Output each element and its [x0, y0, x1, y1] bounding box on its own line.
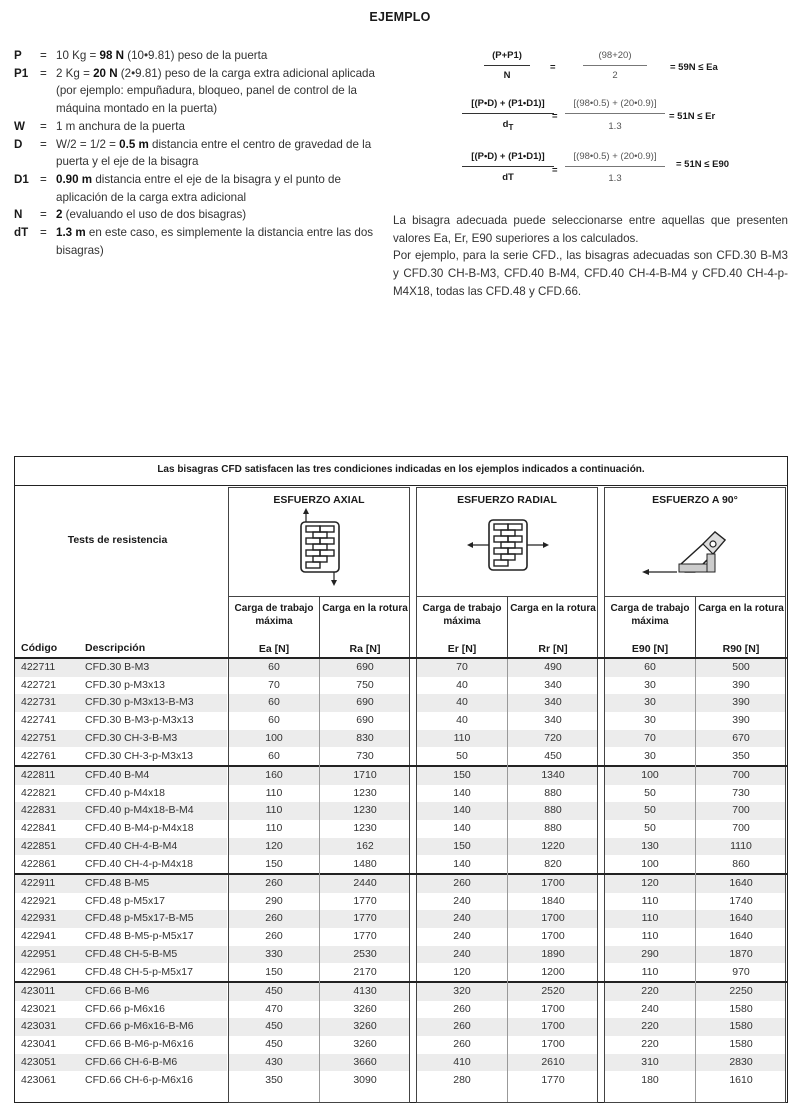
- value-cell: 700: [732, 769, 750, 781]
- column-header: R90 [N]: [722, 643, 760, 655]
- value-cell: 390: [732, 696, 750, 709]
- value-cell: 30: [644, 714, 656, 727]
- definition-equals: =: [40, 172, 47, 186]
- value-cell: 1890: [541, 947, 565, 960]
- value-cell: 60: [644, 661, 656, 673]
- value-cell: 4130: [353, 985, 377, 997]
- value-cell: 1770: [541, 1073, 565, 1086]
- value-cell: 1230: [353, 822, 377, 835]
- value-cell: 450: [265, 1020, 283, 1033]
- code-cell: 422911: [21, 877, 56, 889]
- definition-text: [56, 136, 384, 171]
- value-cell: 350: [732, 749, 750, 762]
- code-cell: 422811: [21, 769, 56, 781]
- code-cell: 422961: [21, 965, 57, 978]
- value-cell: 240: [453, 912, 471, 925]
- definition-equals: =: [40, 66, 47, 80]
- definition-symbol: N: [14, 208, 23, 222]
- definition-text: [56, 118, 384, 136]
- value-cell: 240: [453, 930, 471, 943]
- formula-1-result: = 59N ≤ Ea: [670, 62, 718, 73]
- divider: [695, 659, 696, 1102]
- code-cell: 422851: [21, 839, 57, 852]
- value-cell: 140: [453, 822, 471, 835]
- value-cell: 690: [356, 661, 374, 673]
- description-cell: CFD.48 B-M5: [85, 877, 150, 889]
- value-cell: 3260: [353, 1020, 377, 1033]
- code-cell: 423061: [21, 1073, 57, 1086]
- value-cell: 70: [268, 678, 280, 691]
- fraction-bar: [462, 166, 554, 167]
- description-cell: CFD.30 CH-3-B-M3: [85, 731, 178, 744]
- value-cell: 120: [641, 877, 659, 889]
- description-cell: CFD.40 p-M4x18-B-M4: [85, 804, 194, 817]
- value-cell: 410: [453, 1055, 471, 1068]
- value-cell: 1770: [353, 930, 377, 943]
- value-cell: 2440: [353, 877, 377, 889]
- formula-1-denominator: N: [503, 70, 511, 81]
- definition-row: [14, 65, 384, 118]
- value-cell: 470: [265, 1002, 283, 1015]
- code-cell: 422841: [21, 822, 57, 835]
- definition-row: [14, 136, 384, 171]
- value-cell: 1640: [729, 930, 753, 943]
- value-cell: 1220: [541, 839, 565, 852]
- definition-text: [56, 47, 384, 65]
- value-cell: 880: [544, 786, 562, 799]
- code-cell: 423041: [21, 1038, 57, 1051]
- value-cell: 1700: [541, 1002, 565, 1015]
- value-cell: 3660: [353, 1055, 377, 1068]
- formula-3-denominator: dT: [502, 172, 514, 183]
- formula-1-value-denominator: 2: [612, 70, 618, 81]
- definition-text: [56, 65, 384, 118]
- value-cell: 1580: [729, 1038, 753, 1051]
- value-cell: 860: [732, 857, 750, 870]
- code-cell: 422861: [21, 857, 57, 870]
- formula-2-value-numerator: [(98•0.5) + (20•0.9)]: [573, 98, 657, 109]
- definition-symbol: dT: [14, 226, 29, 240]
- description-cell: CFD.48 CH-5-B-M5: [85, 947, 178, 960]
- value-cell: 110: [453, 731, 471, 744]
- value-cell: 750: [356, 678, 374, 691]
- definition-value: 0.90 m: [56, 172, 93, 186]
- subheader-working-load: Carga de trabajo máxima: [610, 603, 690, 627]
- value-cell: 50: [644, 822, 656, 835]
- value-cell: 1230: [353, 804, 377, 817]
- value-cell: 140: [453, 786, 471, 799]
- value-cell: 260: [265, 912, 283, 925]
- tests-label: Tests de resistencia: [67, 534, 168, 546]
- description-cell: CFD.66 CH-6-p-M6x16: [85, 1073, 193, 1086]
- formula-2-result: = 51N ≤ Er: [669, 111, 716, 122]
- definition-text: [56, 171, 384, 206]
- code-cell: 422931: [21, 912, 57, 925]
- value-cell: 690: [356, 714, 374, 727]
- definition-value: 20 N: [93, 66, 118, 80]
- formula-3-result: = 51N ≤ E90: [676, 159, 730, 170]
- value-cell: 340: [544, 714, 562, 727]
- value-cell: 30: [644, 749, 656, 762]
- value-cell: 1700: [541, 877, 565, 889]
- value-cell: 310: [641, 1055, 659, 1068]
- value-cell: 150: [265, 965, 283, 978]
- description-header: Descripción: [85, 642, 146, 654]
- value-cell: 110: [641, 912, 659, 925]
- description-cell: CFD.40 B-M4: [85, 769, 150, 781]
- definition-equals: =: [40, 226, 47, 240]
- description-cell: CFD.30 B-M3: [85, 661, 150, 673]
- formula-2-denominator: $d_T$: [502, 119, 514, 132]
- value-cell: 1110: [730, 839, 752, 852]
- definition-text: [56, 206, 384, 224]
- value-cell: 30: [644, 696, 656, 709]
- value-cell: 1740: [729, 894, 753, 907]
- definition-row: [14, 118, 384, 136]
- description-cell: CFD.40 p-M4x18: [85, 786, 165, 799]
- value-cell: 260: [453, 877, 471, 889]
- value-cell: 260: [453, 1038, 471, 1051]
- formula-1-value-numerator: (98+20): [598, 50, 632, 61]
- value-cell: 180: [641, 1073, 659, 1086]
- value-cell: 280: [453, 1073, 471, 1086]
- definition-text-part: distancia entre el eje de la bisagra y el punto de aplicación de la carga extra adicional: [56, 172, 341, 204]
- value-cell: 500: [732, 661, 750, 673]
- value-cell: 260: [265, 877, 283, 889]
- code-cell: 422721: [21, 678, 57, 691]
- value-cell: 100: [265, 731, 283, 744]
- value-cell: 110: [641, 894, 659, 907]
- value-cell: 450: [265, 1038, 283, 1051]
- value-cell: 3260: [353, 1038, 377, 1051]
- definition-text-part: distancia entre el centro de gravedad de la puerta y el eje de la bisagra: [56, 137, 372, 169]
- code-cell: 423051: [21, 1055, 57, 1068]
- value-cell: 690: [356, 696, 374, 709]
- value-cell: 260: [453, 1002, 471, 1015]
- group-header: ESFUERZO RADIAL: [457, 494, 557, 506]
- value-cell: 880: [544, 804, 562, 817]
- value-cell: 2250: [729, 985, 753, 997]
- code-cell: 423021: [21, 1002, 57, 1015]
- definition-row: [14, 224, 384, 259]
- definition-value: 1.3 m: [56, 226, 86, 240]
- formula-1-numerator: (P+P1): [492, 50, 522, 61]
- code-cell: 422751: [21, 731, 57, 744]
- value-cell: 1640: [729, 912, 753, 925]
- group-header: ESFUERZO A 90°: [652, 494, 738, 506]
- value-cell: 320: [453, 985, 471, 997]
- value-cell: 70: [456, 661, 468, 673]
- subheader-breaking-load: Carga en la rotura: [698, 603, 784, 614]
- explanation-paragraph: [393, 212, 788, 301]
- value-cell: 700: [732, 822, 750, 835]
- formula-3-value-numerator: [(98•0.5) + (20•0.9)]: [573, 151, 657, 162]
- definition-text-part: 10 Kg =: [56, 49, 100, 62]
- value-cell: 1700: [541, 930, 565, 943]
- formula-3-numerator: [(P•D) + (P1•D1)]: [471, 151, 545, 162]
- value-cell: 162: [356, 839, 374, 852]
- value-cell: 2170: [353, 965, 377, 978]
- column-header: E90 [N]: [631, 643, 669, 655]
- definition-text-part: (10•9.81) peso de la puerta: [124, 49, 268, 62]
- code-cell: 423011: [21, 985, 56, 997]
- paragraph-line: La bisagra adecuada puede seleccionarse entre aquellas que presenten valores Ea, Er, E90 superiores a los calculados.: [393, 214, 788, 245]
- column-header: Rr [N]: [538, 643, 568, 655]
- fraction-bar: [583, 65, 647, 66]
- code-cell: 422711: [21, 661, 56, 673]
- value-cell: 830: [356, 731, 374, 744]
- definition-symbol: W: [14, 119, 25, 133]
- value-cell: 820: [544, 857, 562, 870]
- value-cell: 110: [265, 786, 283, 799]
- value-cell: 390: [732, 714, 750, 727]
- subheader-breaking-load: Carga en la rotura: [510, 603, 596, 614]
- code-cell: 422761: [21, 749, 57, 762]
- value-cell: 2610: [541, 1055, 565, 1068]
- definition-row: [14, 206, 384, 224]
- paragraph-line: Por ejemplo, para la serie CFD., las bisagras adecuadas son CFD.30 B-M3 y CFD.30 CH-B-M3, CFD.40 B-M4, CFD.40 CH-4-B-M4 y CFD.40 CH-4-p-M4X18, todas las CFD.48 y CFD.66.: [393, 249, 788, 298]
- value-cell: 110: [265, 822, 283, 835]
- definition-text-part: (evaluando el uso de dos bisagras): [62, 208, 247, 222]
- value-cell: 130: [641, 839, 659, 852]
- formula-1-equals: =: [550, 62, 556, 73]
- value-cell: 880: [544, 822, 562, 835]
- value-cell: 60: [268, 661, 280, 673]
- value-cell: 50: [456, 749, 468, 762]
- value-cell: 160: [265, 769, 283, 781]
- formula-3-equals: =: [552, 165, 558, 176]
- value-cell: 50: [644, 786, 656, 799]
- value-cell: 330: [265, 947, 283, 960]
- value-cell: 60: [268, 696, 280, 709]
- definition-row: [14, 171, 384, 206]
- description-cell: CFD.40 B-M4-p-M4x18: [85, 822, 194, 835]
- page-title: EJEMPLO: [369, 10, 431, 24]
- description-cell: CFD.48 p-M5x17: [85, 894, 165, 907]
- value-cell: 490: [544, 661, 562, 673]
- value-cell: 220: [641, 1020, 659, 1033]
- value-cell: 1580: [729, 1002, 753, 1015]
- value-cell: 60: [268, 749, 280, 762]
- value-cell: 1870: [729, 947, 753, 960]
- value-cell: 2530: [353, 947, 377, 960]
- description-cell: CFD.66 p-M6x16-B-M6: [85, 1020, 194, 1033]
- definition-text-part: 1 m anchura de la puerta: [56, 119, 185, 133]
- code-cell: 422921: [21, 894, 57, 907]
- table-banner: Las bisagras CFD satisfacen las tres condiciones indicadas en los ejemplos indicados a continuación.: [15, 457, 787, 486]
- value-cell: 430: [265, 1055, 283, 1068]
- value-cell: 110: [641, 965, 659, 978]
- definition-equals: =: [40, 208, 47, 222]
- divider: [507, 659, 508, 1102]
- table-body: [15, 457, 787, 1102]
- value-cell: 40: [456, 696, 468, 709]
- value-cell: 100: [641, 857, 659, 870]
- definition-text-part: 2 Kg =: [56, 66, 94, 80]
- column-header: Er [N]: [447, 643, 477, 655]
- value-cell: 450: [265, 985, 283, 997]
- definition-value: 98 N: [99, 49, 125, 62]
- value-cell: 1770: [353, 912, 377, 925]
- description-cell: CFD.48 B-M5-p-M5x17: [85, 930, 194, 943]
- code-cell: 422741: [21, 714, 57, 727]
- definition-equals: =: [40, 49, 47, 62]
- value-cell: 140: [453, 857, 471, 870]
- code-cell: 422951: [21, 947, 57, 960]
- value-cell: 670: [732, 731, 750, 744]
- value-cell: 260: [453, 1020, 471, 1033]
- value-cell: 350: [265, 1073, 283, 1086]
- value-cell: 240: [641, 1002, 659, 1015]
- value-cell: 220: [641, 1038, 659, 1051]
- definition-symbol: P: [14, 49, 22, 62]
- value-cell: 110: [265, 804, 283, 817]
- value-cell: 290: [641, 947, 659, 960]
- definition-symbol: D: [14, 137, 23, 151]
- value-cell: 1580: [729, 1020, 753, 1033]
- value-cell: 50: [644, 804, 656, 817]
- value-cell: 340: [544, 696, 562, 709]
- value-cell: 1200: [541, 965, 565, 978]
- value-cell: 2830: [729, 1055, 753, 1068]
- value-cell: 1700: [541, 1020, 565, 1033]
- definition-row: [14, 47, 384, 65]
- column-header: Ea [N]: [258, 643, 290, 655]
- description-cell: CFD.30 p-M3x13: [85, 678, 165, 691]
- code-cell: 422821: [21, 786, 57, 799]
- value-cell: 970: [732, 965, 750, 978]
- formula-3-value-denominator: 1.3: [608, 173, 622, 184]
- definition-equals: =: [40, 137, 47, 151]
- subheader-working-load: Carga de trabajo máxima: [234, 603, 314, 627]
- value-cell: 2520: [541, 985, 565, 997]
- fraction-bar: [565, 166, 665, 167]
- variable-definitions: [14, 47, 384, 259]
- value-cell: 720: [544, 731, 562, 744]
- description-cell: CFD.66 B-M6-p-M6x16: [85, 1038, 194, 1051]
- fraction-bar: [565, 113, 665, 114]
- formula-2-numerator: [(P•D) + (P1•D1)]: [471, 98, 545, 109]
- value-cell: 1230: [353, 786, 377, 799]
- description-cell: CFD.30 CH-3-p-M3x13: [85, 749, 193, 762]
- definition-text: [56, 224, 384, 259]
- value-cell: 340: [544, 678, 562, 691]
- fraction-bar: [462, 113, 554, 114]
- description-cell: CFD.48 p-M5x17-B-M5: [85, 912, 194, 925]
- value-cell: 100: [641, 769, 659, 781]
- definition-value: 0.5 m: [119, 137, 149, 151]
- value-cell: 3090: [353, 1073, 377, 1086]
- description-cell: CFD.66 p-M6x16: [85, 1002, 165, 1015]
- value-cell: 1710: [353, 769, 377, 781]
- value-cell: 1640: [729, 877, 753, 889]
- code-header: Código: [21, 642, 58, 654]
- group-header: ESFUERZO AXIAL: [273, 494, 365, 506]
- value-cell: 1700: [541, 1038, 565, 1051]
- value-cell: 140: [453, 804, 471, 817]
- definition-value: 2: [56, 208, 63, 222]
- code-cell: 423031: [21, 1020, 57, 1033]
- value-cell: 120: [453, 965, 471, 978]
- definition-symbol: D1: [14, 172, 29, 186]
- value-cell: 1840: [541, 894, 565, 907]
- value-cell: 290: [265, 894, 283, 907]
- description-cell: CFD.66 CH-6-B-M6: [85, 1055, 178, 1068]
- value-cell: 40: [456, 678, 468, 691]
- value-cell: 40: [456, 714, 468, 727]
- divider: [319, 659, 320, 1102]
- value-cell: 120: [265, 839, 283, 852]
- value-cell: 1770: [353, 894, 377, 907]
- formula-2-value-denominator: 1.3: [608, 121, 622, 132]
- description-cell: CFD.40 CH-4-p-M4x18: [85, 857, 193, 870]
- value-cell: 730: [356, 749, 374, 762]
- value-cell: 1700: [541, 912, 565, 925]
- definition-symbol: P1: [14, 66, 29, 80]
- value-cell: 150: [453, 839, 471, 852]
- value-cell: 1340: [541, 769, 565, 781]
- value-cell: 150: [453, 769, 471, 781]
- value-cell: 450: [544, 749, 562, 762]
- fraction-bar: [484, 65, 530, 66]
- code-cell: 422941: [21, 930, 57, 943]
- value-cell: 220: [641, 985, 659, 997]
- value-cell: 70: [644, 731, 656, 744]
- value-cell: 1610: [729, 1073, 753, 1086]
- description-cell: CFD.48 CH-5-p-M5x17: [85, 965, 193, 978]
- code-cell: 422731: [21, 696, 57, 709]
- value-cell: 1480: [353, 857, 377, 870]
- definition-text-part: en este caso, es simplemente la distancia entre las dos bisagras): [56, 226, 374, 257]
- definition-text-part: (2•9.81) peso de la carga extra adicional aplicada (por ejemplo: empuñadura, bloqueo, panel de control de la máquina montado en la puerta): [56, 66, 375, 116]
- column-header: Ra [N]: [349, 643, 381, 655]
- description-cell: CFD.66 B-M6: [85, 985, 150, 997]
- value-cell: 730: [732, 786, 750, 799]
- value-cell: 390: [732, 678, 750, 691]
- value-cell: 110: [641, 930, 659, 943]
- description-cell: CFD.30 B-M3-p-M3x13: [85, 714, 194, 727]
- description-cell: CFD.40 CH-4-B-M4: [85, 839, 178, 852]
- value-cell: 240: [453, 947, 471, 960]
- definition-text-part: W/2 = 1/2 =: [56, 137, 120, 151]
- value-cell: 3260: [353, 1002, 377, 1015]
- value-cell: 240: [453, 894, 471, 907]
- description-cell: CFD.30 p-M3x13-B-M3: [85, 696, 194, 709]
- subheader-breaking-load: Carga en la rotura: [322, 603, 408, 614]
- value-cell: 30: [644, 678, 656, 691]
- code-cell: 422831: [21, 804, 57, 817]
- resistance-table: [14, 456, 788, 1103]
- value-cell: 150: [265, 857, 283, 870]
- value-cell: 700: [732, 804, 750, 817]
- value-cell: 60: [268, 714, 280, 727]
- formula-2-equals: =: [552, 111, 558, 122]
- definition-equals: =: [40, 119, 47, 133]
- value-cell: 260: [265, 930, 283, 943]
- subheader-working-load: Carga de trabajo máxima: [422, 603, 502, 627]
